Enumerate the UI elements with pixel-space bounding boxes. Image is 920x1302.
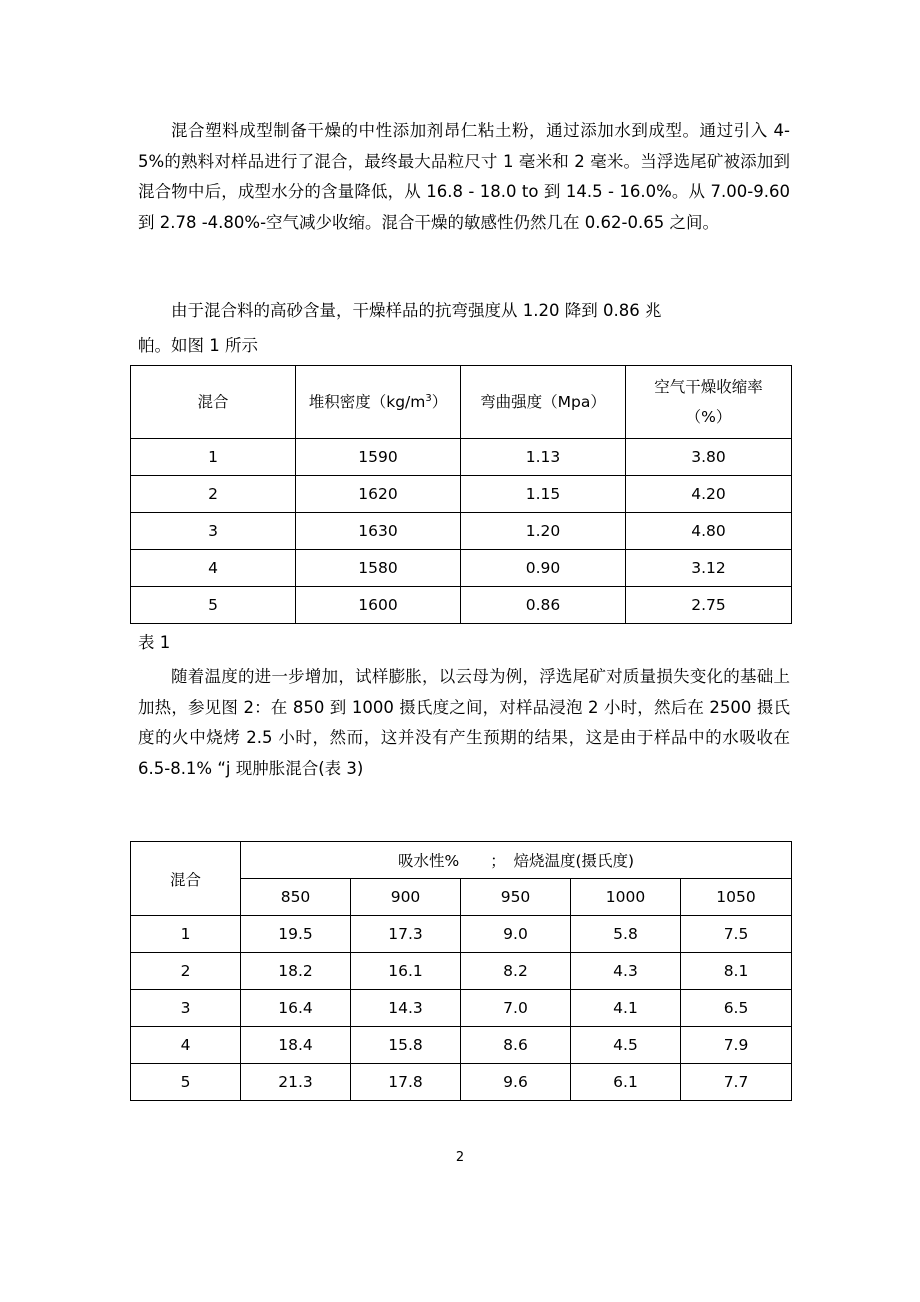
- table-cell: 1: [131, 916, 241, 953]
- table-cell: 2.75: [626, 587, 792, 624]
- table-1-header-row: [131, 366, 792, 439]
- table-cell: 0.90: [461, 550, 626, 587]
- table-1-caption: 表 1: [138, 633, 171, 652]
- header-temperature: 850: [241, 879, 351, 916]
- table-cell: 8.1: [681, 953, 792, 990]
- header-shrinkage-line-2: （%）: [685, 408, 732, 426]
- header-water-absorption-group: 吸水性% ； 焙烧温度(摄氏度): [241, 842, 792, 879]
- table-cell: 1.15: [461, 476, 626, 513]
- table-cell: 7.9: [681, 1027, 792, 1064]
- table-cell: 9.0: [461, 916, 571, 953]
- table-cell: 4.1: [571, 990, 681, 1027]
- table-cell: 14.3: [351, 990, 461, 1027]
- table-row: [131, 439, 792, 476]
- table-cell: 1590: [296, 439, 461, 476]
- table-cell: 19.5: [241, 916, 351, 953]
- table-cell: 1: [131, 439, 296, 476]
- table-cell: 4.20: [626, 476, 792, 513]
- header-mix: 混合: [131, 366, 296, 439]
- table-row: [131, 513, 792, 550]
- table-cell: 1630: [296, 513, 461, 550]
- table-cell: 8.6: [461, 1027, 571, 1064]
- paragraph-2-line-2: 帕。如图 1 所示: [138, 336, 258, 355]
- table-1: [130, 365, 792, 624]
- table-cell: 1580: [296, 550, 461, 587]
- table-cell: 8.2: [461, 953, 571, 990]
- table-cell: 4: [131, 1027, 241, 1064]
- header-bulk-density-label: 堆积密度（kg/m: [308, 393, 426, 411]
- table-cell: 6.1: [571, 1064, 681, 1101]
- table-row: [131, 953, 792, 990]
- table-row: [131, 550, 792, 587]
- table-cell: 17.3: [351, 916, 461, 953]
- header-mix: 混合: [131, 842, 241, 916]
- table-cell: 6.5: [681, 990, 792, 1027]
- header-flexural-strength: 弯曲强度（Mpa）: [461, 366, 626, 439]
- table-cell: 1.20: [461, 513, 626, 550]
- table-cell: 4: [131, 550, 296, 587]
- paragraph-3: 随着温度的进一步增加，试样膨胀，以云母为例，浮选尾矿对质量损失变化的基础上加热，参见图 2：在 850 到 1000 摄氏度之间，对样品浸泡 2 小时，然后在 2500 摄氏度的火中烧烤 2.5 小时，然而，这并没有产生预期的结果，这是由于样品中的水吸收在 6.5-8.1% “j 现肿胀混合(表 3): [138, 667, 790, 778]
- table-cell: 0.86: [461, 587, 626, 624]
- header-unit-superscript: 3: [425, 392, 432, 404]
- table-row: [131, 476, 792, 513]
- table-cell: 16.1: [351, 953, 461, 990]
- table-cell: 2: [131, 476, 296, 513]
- table-cell: 1.13: [461, 439, 626, 476]
- header-bulk-density-close: ）: [431, 393, 448, 411]
- paragraph-2-line-1: 由于混合料的高砂含量，干燥样品的抗弯强度从 1.20 降到 0.86 兆: [171, 301, 662, 320]
- table-cell: 7.5: [681, 916, 792, 953]
- table-cell: 3.12: [626, 550, 792, 587]
- table-cell: 4.80: [626, 513, 792, 550]
- table-cell: 18.2: [241, 953, 351, 990]
- table-cell: 5: [131, 587, 296, 624]
- table-cell: 3.80: [626, 439, 792, 476]
- table-cell: 15.8: [351, 1027, 461, 1064]
- header-air-dry-shrinkage: [626, 366, 792, 439]
- table-cell: 1620: [296, 476, 461, 513]
- header-temperature: 900: [351, 879, 461, 916]
- table-row: [131, 990, 792, 1027]
- header-bulk-density: [296, 366, 461, 439]
- table-cell: 4.5: [571, 1027, 681, 1064]
- page-number: 2: [455, 1150, 465, 1165]
- table-2-header-row: [131, 842, 792, 879]
- header-temperature: 950: [461, 879, 571, 916]
- table-cell: 3: [131, 513, 296, 550]
- table-cell: 1600: [296, 587, 461, 624]
- table-cell: 5: [131, 1064, 241, 1101]
- header-shrinkage-line-1: 空气干燥收缩率: [654, 378, 763, 396]
- table-row: [131, 1027, 792, 1064]
- table-cell: 5.8: [571, 916, 681, 953]
- table-cell: 16.4: [241, 990, 351, 1027]
- table-cell: 21.3: [241, 1064, 351, 1101]
- table-cell: 18.4: [241, 1027, 351, 1064]
- header-temperature: 1000: [571, 879, 681, 916]
- header-temperature: 1050: [681, 879, 792, 916]
- table-cell: 4.3: [571, 953, 681, 990]
- table-row: [131, 1064, 792, 1101]
- table-2: [130, 841, 792, 1101]
- table-cell: 7.7: [681, 1064, 792, 1101]
- table-row: [131, 916, 792, 953]
- table-cell: 9.6: [461, 1064, 571, 1101]
- table-cell: 3: [131, 990, 241, 1027]
- table-cell: 7.0: [461, 990, 571, 1027]
- table-row: [131, 587, 792, 624]
- paragraph-1: 混合塑料成型制备干燥的中性添加剂昂仁粘土粉，通过添加水到成型。通过引入 4-5%的熟料对样品进行了混合，最终最大品粒尺寸 1 毫米和 2 毫米。当浮选尾矿被添加到混合物中后，成型水分的含量降低，从 16.8 - 18.0 to 到 14.5 - 16.0%。从 7.00-9.60 到 2.78 -4.80%-空气减少收缩。混合干燥的敏感性仍然几在 0.62-0.65 之间。: [138, 121, 790, 232]
- table-cell: 2: [131, 953, 241, 990]
- table-cell: 17.8: [351, 1064, 461, 1101]
